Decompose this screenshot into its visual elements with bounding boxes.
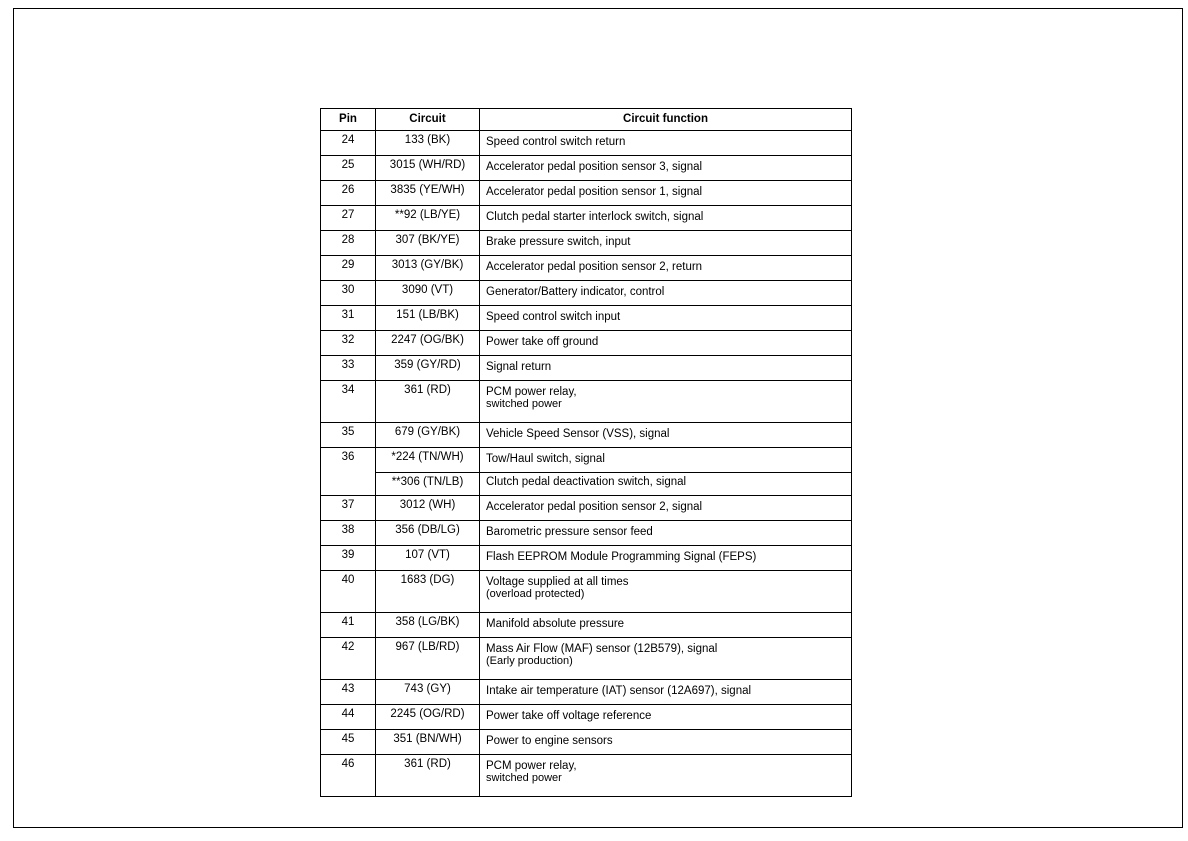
function-cell [480,356,852,381]
function-cell [480,331,852,356]
circuit-cell: 2245 (OG/RD) [376,705,480,730]
function-cell [480,448,852,473]
table-row [321,306,852,331]
function-cell [480,496,852,521]
function-line: Power to engine sensors [486,735,613,747]
pin-cell: 35 [321,423,376,448]
table-row [321,156,852,181]
table-row [321,356,852,381]
function-cell [480,473,852,496]
header-circuit: Circuit [376,109,480,131]
header-circuit-function: Circuit function [480,109,852,131]
function-cell [480,131,852,156]
function-line: Tow/Haul switch, signal [486,453,605,465]
pin-cell: 38 [321,521,376,546]
function-cell [480,546,852,571]
function-line: Accelerator pedal position sensor 2, signal [486,501,703,513]
circuit-cell: **306 (TN/LB) [376,473,480,496]
pin-cell: 39 [321,546,376,571]
pin-cell: 28 [321,231,376,256]
table-row [321,331,852,356]
circuit-cell: 967 (LB/RD) [376,638,480,680]
circuit-cell: 3013 (GY/BK) [376,256,480,281]
table-row [321,473,852,496]
table-row [321,680,852,705]
function-cell [480,680,852,705]
table-row [321,613,852,638]
circuit-cell: 743 (GY) [376,680,480,705]
table-row [321,638,852,680]
circuit-cell: 359 (GY/RD) [376,356,480,381]
circuit-cell: 356 (DB/LG) [376,521,480,546]
table-row [321,423,852,448]
function-line: Power take off ground [486,336,599,348]
function-cell [480,256,852,281]
circuit-cell: 3090 (VT) [376,281,480,306]
circuit-cell: 3012 (WH) [376,496,480,521]
function-cell [480,281,852,306]
circuit-cell: **92 (LB/YE) [376,206,480,231]
table-row [321,496,852,521]
function-line: Mass Air Flow (MAF) sensor (12B579), signal [486,643,718,655]
function-cell [480,423,852,448]
function-cell [480,730,852,755]
pin-cell: 26 [321,181,376,206]
function-cell [480,381,852,423]
function-cell [480,231,852,256]
function-line: Accelerator pedal position sensor 3, signal [486,161,703,173]
table-row [321,181,852,206]
pin-cell: 44 [321,705,376,730]
function-cell [480,521,852,546]
function-line: switched power [486,398,562,410]
table-row [321,131,852,156]
function-line: Intake air temperature (IAT) sensor (12A697), signal [486,685,752,697]
pin-cell: 29 [321,256,376,281]
pin-cell: 24 [321,131,376,156]
function-line: switched power [486,772,562,784]
function-line: PCM power relay, [486,386,577,398]
function-line: Speed control switch input [486,311,621,323]
table-body [321,131,852,797]
function-line: Accelerator pedal position sensor 2, return [486,261,703,273]
function-line: Barometric pressure sensor feed [486,526,653,538]
circuit-cell: 358 (LG/BK) [376,613,480,638]
pin-cell: 41 [321,613,376,638]
pin-cell: 32 [321,331,376,356]
circuit-cell: 1683 (DG) [376,571,480,613]
pin-cell: 33 [321,356,376,381]
pin-cell: 42 [321,638,376,680]
pin-cell: 30 [321,281,376,306]
pin-cell: 34 [321,381,376,423]
circuit-cell: 679 (GY/BK) [376,423,480,448]
pin-cell: 40 [321,571,376,613]
function-line: Vehicle Speed Sensor (VSS), signal [486,428,670,440]
pin-cell: 27 [321,206,376,231]
pin-cell: 46 [321,755,376,797]
function-line: Generator/Battery indicator, control [486,286,665,298]
function-line: (Early production) [486,655,573,667]
table-row [321,571,852,613]
pin-cell: 25 [321,156,376,181]
circuit-cell: 3835 (YE/WH) [376,181,480,206]
function-line: Manifold absolute pressure [486,618,625,630]
function-line: Clutch pedal deactivation switch, signal [486,476,687,488]
function-line: Accelerator pedal position sensor 1, signal [486,186,703,198]
function-line: PCM power relay, [486,760,577,772]
function-cell [480,206,852,231]
pin-cell: 43 [321,680,376,705]
circuit-cell: 351 (BN/WH) [376,730,480,755]
function-line: Signal return [486,361,552,373]
table-row [321,448,852,473]
table-header-row [321,109,852,131]
table-row [321,755,852,797]
table-row [321,281,852,306]
circuit-cell: *224 (TN/WH) [376,448,480,473]
function-line: Voltage supplied at all times [486,576,629,588]
pin-cell: 36 [321,448,376,496]
circuit-cell: 361 (RD) [376,755,480,797]
pin-cell: 31 [321,306,376,331]
function-line: Power take off voltage reference [486,710,652,722]
function-line: Clutch pedal starter interlock switch, signal [486,211,704,223]
pin-cell: 37 [321,496,376,521]
function-cell [480,571,852,613]
function-line: Speed control switch return [486,136,626,148]
pin-circuit-table [320,108,852,797]
pin-cell: 45 [321,730,376,755]
table-row [321,546,852,571]
circuit-cell: 2247 (OG/BK) [376,331,480,356]
circuit-cell: 307 (BK/YE) [376,231,480,256]
table-row [321,256,852,281]
function-cell [480,755,852,797]
function-cell [480,181,852,206]
table-row [321,521,852,546]
function-cell [480,638,852,680]
function-cell [480,156,852,181]
circuit-cell: 107 (VT) [376,546,480,571]
function-line: Brake pressure switch, input [486,236,631,248]
circuit-cell: 133 (BK) [376,131,480,156]
circuit-cell: 151 (LB/BK) [376,306,480,331]
table-row [321,381,852,423]
circuit-cell: 361 (RD) [376,381,480,423]
function-cell [480,306,852,331]
function-line: (overload protected) [486,588,585,600]
circuit-cell: 3015 (WH/RD) [376,156,480,181]
table-row [321,705,852,730]
table-row [321,231,852,256]
table-row [321,206,852,231]
function-cell [480,613,852,638]
table-row [321,730,852,755]
function-cell [480,705,852,730]
header-pin: Pin [321,109,376,131]
function-line: Flash EEPROM Module Programming Signal (FEPS) [486,551,757,563]
